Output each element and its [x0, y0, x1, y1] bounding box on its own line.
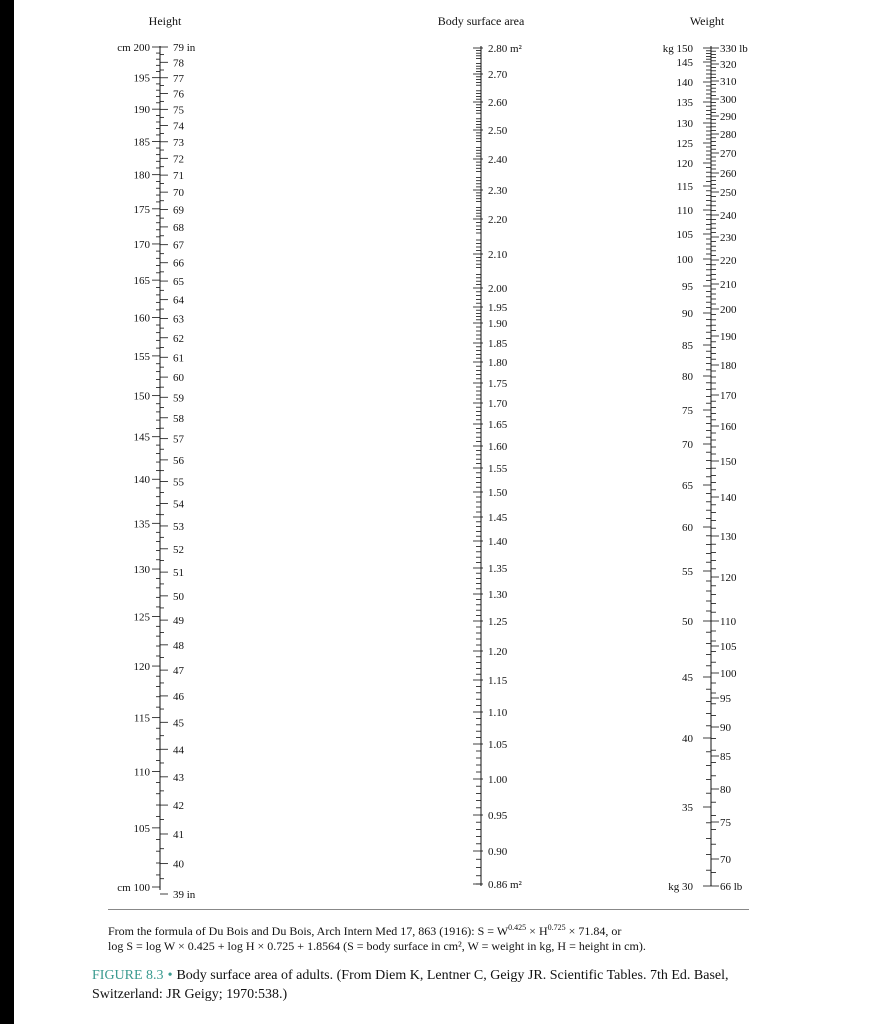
- weight-scale: [663, 43, 749, 893]
- weight-kg-label: kg 150: [662, 43, 693, 55]
- formula-text-a: From the formula of Du Bois and Du Bois, Arch Intern Med 17, 863 (1916): S = W: [108, 924, 509, 938]
- height-in-label: 73: [173, 136, 184, 149]
- bsa-title: Body surface area: [437, 14, 525, 28]
- weight-kg-label: 115: [676, 181, 693, 193]
- height-in-label: 45: [173, 717, 184, 730]
- weight-lb-label: 180: [720, 360, 737, 372]
- weight-lb-label: 290: [720, 111, 737, 123]
- bsa-label: 1.40: [488, 536, 508, 548]
- height-cm-label: 195: [133, 72, 150, 85]
- height-in-label: 71: [173, 170, 184, 183]
- weight-lb-label: 270: [720, 148, 737, 160]
- weight-lb-label: 250: [720, 187, 737, 199]
- bsa-label: 1.55: [488, 463, 508, 475]
- bsa-label: 0.95: [488, 810, 508, 822]
- weight-kg-label: 40: [682, 733, 693, 745]
- height-title: Height: [148, 14, 182, 28]
- weight-kg-label: 100: [676, 254, 693, 266]
- weight-kg-label: 130: [676, 118, 693, 130]
- height-in-label: 52: [173, 543, 184, 556]
- bsa-label: 1.75: [488, 378, 508, 390]
- height-in-label: 47: [173, 665, 184, 678]
- height-in-label: 75: [173, 104, 184, 117]
- height-in-label: 40: [173, 858, 184, 871]
- weight-lb-label: 80: [720, 784, 731, 796]
- height-in-label: 69: [173, 204, 184, 217]
- weight-kg-label: 140: [676, 77, 693, 89]
- weight-lb-label: 66 lb: [720, 881, 743, 893]
- bsa-label: 2.50: [488, 125, 508, 137]
- height-cm-label: 115: [133, 712, 150, 725]
- height-in-label: 76: [173, 88, 184, 101]
- weight-lb-label: 75: [720, 817, 731, 829]
- height-in-label: 46: [173, 690, 184, 703]
- weight-lb-label: 320: [720, 59, 737, 71]
- bsa-label: 1.45: [488, 512, 508, 524]
- bsa-label: 0.86 m²: [488, 879, 522, 891]
- bsa-label: 1.35: [488, 563, 508, 575]
- height-cm-label: 160: [133, 312, 150, 325]
- height-cm-label: 180: [133, 169, 150, 182]
- weight-lb-label: 105: [720, 641, 737, 653]
- bsa-label: 1.00: [488, 774, 508, 786]
- height-cm-label: 190: [133, 104, 150, 117]
- bsa-label: 1.30: [488, 589, 508, 601]
- weight-lb-label: 200: [720, 304, 737, 316]
- formula-note: [108, 920, 768, 954]
- weight-lb-label: 90: [720, 722, 731, 734]
- bsa-label: 1.65: [488, 419, 508, 431]
- height-cm-label: 140: [133, 474, 150, 487]
- weight-kg-label: 135: [676, 97, 693, 109]
- weight-lb-label: 140: [720, 492, 737, 504]
- height-in-label: 51: [173, 567, 184, 580]
- weight-lb-label: 310: [720, 76, 737, 88]
- weight-lb-label: 260: [720, 168, 737, 180]
- weight-kg-label: 90: [682, 308, 693, 320]
- height-cm-label: 125: [133, 611, 150, 624]
- caption-bullet: •: [167, 968, 173, 983]
- height-in-label: 77: [173, 72, 184, 85]
- weight-kg-label: 35: [682, 802, 693, 814]
- height-in-label: 54: [173, 498, 184, 511]
- height-in-label: 64: [173, 294, 184, 307]
- height-cm-label: 105: [133, 822, 150, 835]
- height-in-label: 66: [173, 257, 184, 270]
- height-in-label: 39 in: [173, 889, 196, 901]
- weight-lb-label: 110: [720, 616, 737, 628]
- weight-lb-label: 240: [720, 210, 737, 222]
- weight-lb-label: 95: [720, 693, 731, 705]
- weight-lb-label: 150: [720, 456, 737, 468]
- weight-kg-label: 105: [676, 229, 693, 241]
- height-in-label: 50: [173, 590, 184, 603]
- height-cm-label: 150: [133, 390, 150, 403]
- weight-kg-label: 110: [676, 205, 693, 217]
- figure-caption: [92, 966, 792, 1004]
- weight-title: Weight: [689, 14, 725, 28]
- caption-text: Body surface area of adults. (From Diem K, Lentner C, Geigy JR. Scientific Tables. 7th Ed. Basel, Switzerland: JR Geigy; 1970:538.): [92, 968, 729, 1002]
- height-in-label: 56: [173, 454, 184, 467]
- height-in-label: 43: [173, 771, 184, 784]
- weight-kg-label: 55: [682, 566, 693, 578]
- bsa-label: 1.60: [488, 441, 508, 453]
- weight-lb-label: 100: [720, 668, 737, 680]
- height-in-label: 53: [173, 520, 184, 533]
- figure-label: FIGURE 8.3: [92, 968, 164, 983]
- bsa-label: 2.40: [488, 154, 508, 166]
- weight-lb-label: 120: [720, 572, 737, 584]
- weight-lb-label: 230: [720, 232, 737, 244]
- bsa-label: 1.85: [488, 338, 508, 350]
- bsa-label: 2.00: [488, 283, 508, 295]
- height-in-label: 70: [173, 187, 184, 200]
- weight-kg-label: 120: [676, 158, 693, 170]
- bsa-label: 1.25: [488, 616, 508, 628]
- height-cm-label: 145: [133, 431, 150, 444]
- formula-line-1: [108, 920, 768, 939]
- bsa-label: 2.60: [488, 97, 508, 109]
- height-in-label: 63: [173, 313, 184, 326]
- weight-kg-label: 60: [682, 522, 693, 534]
- height-in-label: 62: [173, 332, 184, 345]
- weight-kg-label: 95: [682, 281, 693, 293]
- weight-lb-label: 330 lb: [720, 43, 748, 55]
- height-cm-label: 120: [133, 661, 150, 674]
- formula-text-b: × H: [526, 924, 548, 938]
- bsa-label: 1.10: [488, 707, 508, 719]
- weight-lb-label: 85: [720, 751, 731, 763]
- bsa-label: 1.20: [488, 646, 508, 658]
- weight-kg-label: 70: [682, 439, 693, 451]
- bsa-label: 2.80 m²: [488, 43, 522, 55]
- height-cm-label: 175: [133, 203, 150, 216]
- bsa-label: 2.30: [488, 185, 508, 197]
- weight-lb-label: 220: [720, 255, 737, 267]
- height-cm-label: cm 200: [117, 42, 150, 54]
- bsa-label: 2.70: [488, 69, 508, 81]
- height-in-label: 74: [173, 120, 184, 133]
- bsa-label: 1.90: [488, 318, 508, 330]
- height-cm-label: 130: [133, 564, 150, 577]
- weight-kg-label: 80: [682, 371, 693, 383]
- height-cm-label: 135: [133, 518, 150, 531]
- height-cm-label: 170: [133, 238, 150, 251]
- height-cm-label: 165: [133, 275, 150, 288]
- height-in-label: 44: [173, 744, 184, 757]
- weight-kg-label: 125: [676, 138, 693, 150]
- bsa-scale: [473, 43, 523, 891]
- height-in-label: 59: [173, 392, 184, 405]
- weight-lb-label: 300: [720, 94, 737, 106]
- height-in-label: 61: [173, 352, 184, 365]
- height-cm-label: 185: [133, 136, 150, 149]
- height-scale: [117, 42, 196, 901]
- bsa-label: 1.15: [488, 675, 508, 687]
- height-in-label: 49: [173, 615, 184, 628]
- weight-kg-label: kg 30: [668, 881, 693, 893]
- height-in-label: 68: [173, 221, 184, 234]
- bsa-label: 2.10: [488, 249, 508, 261]
- height-in-label: 48: [173, 639, 184, 652]
- height-in-label: 57: [173, 433, 184, 446]
- weight-kg-label: 50: [682, 616, 693, 628]
- height-in-label: 67: [173, 239, 184, 252]
- height-cm-label: cm 100: [117, 882, 150, 894]
- bsa-label: 1.05: [488, 739, 508, 751]
- bsa-label: 1.95: [488, 302, 508, 314]
- formula-line-2: log S = log W × 0.425 + log H × 0.725 + 1.8564 (S = body surface in cm², W = weight in kg, H = height in cm).: [108, 939, 646, 953]
- height-in-label: 41: [173, 828, 184, 841]
- formula-exponent-w: 0.425: [508, 923, 527, 932]
- footer-divider: [108, 909, 749, 910]
- bsa-label: 1.80: [488, 357, 508, 369]
- height-in-label: 79 in: [173, 42, 196, 54]
- weight-kg-label: 75: [682, 405, 693, 417]
- height-cm-label: 155: [133, 350, 150, 363]
- weight-lb-label: 210: [720, 279, 737, 291]
- formula-exponent-h: 0.725: [547, 923, 566, 932]
- height-in-label: 55: [173, 476, 184, 489]
- weight-kg-label: 65: [682, 480, 693, 492]
- weight-kg-label: 145: [676, 57, 693, 69]
- height-in-label: 42: [173, 800, 184, 813]
- bsa-label: 0.90: [488, 846, 508, 858]
- height-in-label: 60: [173, 372, 184, 385]
- weight-kg-label: 85: [682, 340, 693, 352]
- weight-lb-label: 190: [720, 331, 737, 343]
- height-in-label: 58: [173, 412, 184, 425]
- height-in-label: 78: [173, 57, 184, 70]
- weight-lb-label: 130: [720, 531, 737, 543]
- weight-lb-label: 160: [720, 421, 737, 433]
- height-in-label: 72: [173, 153, 184, 166]
- bsa-label: 2.20: [488, 214, 508, 226]
- bsa-label: 1.70: [488, 398, 508, 410]
- formula-text-c: × 71.84, or: [565, 924, 622, 938]
- weight-kg-label: 45: [682, 672, 693, 684]
- bsa-label: 1.50: [488, 487, 508, 499]
- height-in-label: 65: [173, 276, 184, 289]
- height-cm-label: 110: [133, 766, 150, 779]
- weight-lb-label: 170: [720, 390, 737, 402]
- weight-lb-label: 70: [720, 854, 731, 866]
- weight-lb-label: 280: [720, 129, 737, 141]
